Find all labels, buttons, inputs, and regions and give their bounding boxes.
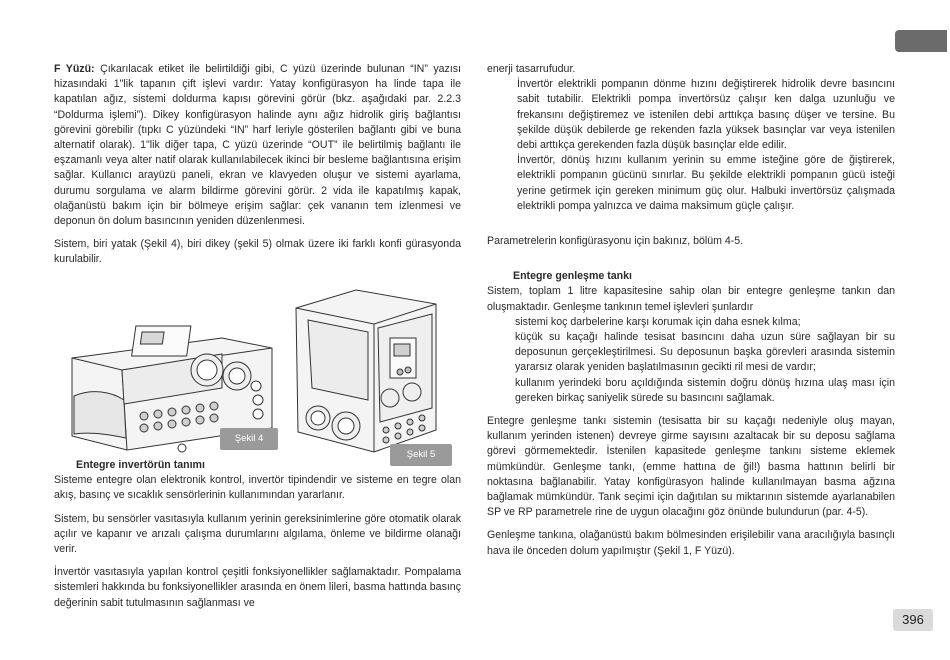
face-f-label: F Yüzü:	[54, 63, 95, 75]
face-f-text: Çıkarılacak etiket ile belirtildiği gibi, C yüzü üzerinde bulunan “IN” yazısı hizasındaki 1"lik tapanın çift işlevi vardır: Yatay konfigürasyon ha linde tapa ile kapatılan ağız, sistemi doldurma kapısı görevini görür (bkz. aşağıdaki par. 2.2.3 “Doldurma işlemi”). Dikey konfigürasyon halinde aynı ağız hidrolik giriş bağlantısı görevini görebilir (tıpkı C yüzündeki “IN” harf leriyle gösterilen bağlantı gibi ve buna alternatif olarak). 1"lik diğer tapa, C yüzü üzerinde “OUT” ile belirtilmiş bağlantı ile eşzamanlı veya alter natif olarak kullanılabilecek ikinci bir besleme bağlantısına erişim sağlar. Kullanıcı arayüzü paneli, ekran ve klavyeden oluşur ve sistemi ayarlama, durumu sorgulama ve alarm bildirme görevini görür. 2 vida ile kapatılmış kapak, olağanüstü bakım için bir bölmeye erişim sağlar: çek vananın tem izlenmesi ve deponun ön dolum basıncının yeniden düzenlenmesi.	[54, 63, 461, 228]
paragraph-sensors: Sistem, bu sensörler vasıtasıyla kullanım yerinin gereksinimlerine göre otomatik olarak açılır ve kapanır ve arızalı çalışma durumlarını algılama, önleme ve bildirme olanağı verir.	[54, 512, 461, 556]
paragraph-inverter-functions: İnvertör vasıtasıyla yapılan kontrol çeşitli fonksiyonellikler sağlamaktadır. Pompalama sistemleri hakkında bu fonksiyonellikler arasında en önem lileri, basma hattında basınç değerinin sabit tutulmasının sağlanması ve	[54, 566, 461, 609]
page-number: 396	[893, 609, 933, 631]
paragraph-tank-precharge: Genleşme tankına, olağanüstü bakım bölmesinden erişilebilir vana aracılığıyla basınçlı hava ile önceden dolum yapılmıştır (Şekil 1, F Yüzü).	[487, 529, 895, 557]
section-heading-inverter: Entegre invertörün tanımı	[76, 459, 205, 471]
paragraph-energy-saving: enerji tasarrufudur.	[487, 63, 576, 75]
section-tab-marker	[895, 30, 947, 52]
paragraph-inverter-description: Sisteme entegre olan elektronik kontrol, invertör tipindendir ve sisteme en tegre olan akış, basınç ve sıcaklık sensörlerinin kullanımından yararlanır.	[54, 474, 461, 502]
section-heading-expansion-tank: Entegre genleşme tankı	[513, 270, 632, 283]
paragraph-tank-intro: Sistem, toplam 1 litre kapasitesine sahip olan bir entegre genleşme tankın dan oluşmaktadır. Genleşme tankının temel işlevleri şunlardır	[487, 285, 895, 313]
vertical-pump-unit-illustration-icon	[286, 280, 461, 458]
bullet-water-reserve: küçük su kaçağı halinde tesisat basıncını daha uzun süre sağlayan bir su deposunun gerçekleştirilmesi. Su deposunun başka görevleri arasında sistemin yararsız olarak yeniden başlatılmasının gecikti ril mesi de vardır;	[515, 331, 895, 374]
bullet-water-hammer: sistemi koç darbelerine karşı korumak için daha esnek kılma;	[515, 315, 801, 328]
bullet-pressure-supply: kullanım yerindeki boru açıldığında sistemin doğru dönüş hızına ulaş ması için gereken birkaç saniyelik sürede su basıncını sağlamak.	[515, 376, 895, 404]
left-column-bottom	[54, 458, 461, 611]
left-column	[54, 62, 461, 268]
paragraph-face-f	[54, 62, 461, 229]
right-column	[487, 62, 895, 559]
figure-5-caption: Şekil 5	[390, 444, 452, 466]
bullet-power-limit: İnvertör, dönüş hızını kullanım yerinin su emme isteğine göre de ğiştirerek, elektrikli pompanın gücünü sınırlar. Bu şekilde elektrikli pompanın gücü isteği yerine getirmek için gereken minimum güç olur. Halbuki invertörsüz çalışmada elektrikli pompa yalnızca ve daima maksimum güçle çalışır.	[517, 154, 895, 212]
figures-area	[54, 290, 461, 465]
bullet-constant-pressure: İnvertör elektrikli pompanın dönme hızını değiştirerek hidrolik devre basıncını sabit tutabilir. Elektrikli pompa invertörsüz çalışır ken dalga uzunluğu ve frekansını değiştiremez ve istenilen debi arttıkça basınç düşer ve tersine. Bu şekilde düşük debilerde ge rekenden fazla yüksek basınçlar var veya istenilen debi arttıkça gerekenden fazla düşük basınçlar elde edilir.	[517, 78, 895, 152]
figure-4-caption: Şekil 4	[220, 428, 278, 450]
paragraph-parameter-reference: Parametrelerin konfigürasyonu için bakınız, bölüm 4-5.	[487, 235, 744, 248]
paragraph-tank-notes: Entegre genleşme tankı sistemin (tesisatta bir su kaçağı nedeniyle oluş mayan, kullanım yerinden istenen) devreye girme sayısını azaltacak bir su deposu sağlama görevi görmemektedir. İstenilen kapasitede genleşme tankını sisteme eklemek mümkündür. Genleşme tankı, (emme hattına de ğil!) basma hattının belirli bir noktasına bağlanabilir. Yatay konfigürasyon halinde kullanılmayan basma ağzına bağlamak mümkündür. Tank seçimi için dağıtılan su miktarının sistemde ayarlanabilen SP ve RP parametrele rine de uygun olacağını göz önünde bulundurun (par. 4-5).	[487, 415, 895, 519]
paragraph-configurations: Sistem, biri yatak (Şekil 4), biri dikey (şekil 5) olmak üzere iki farklı konfi gürasyonda kurulabilir.	[54, 238, 461, 266]
